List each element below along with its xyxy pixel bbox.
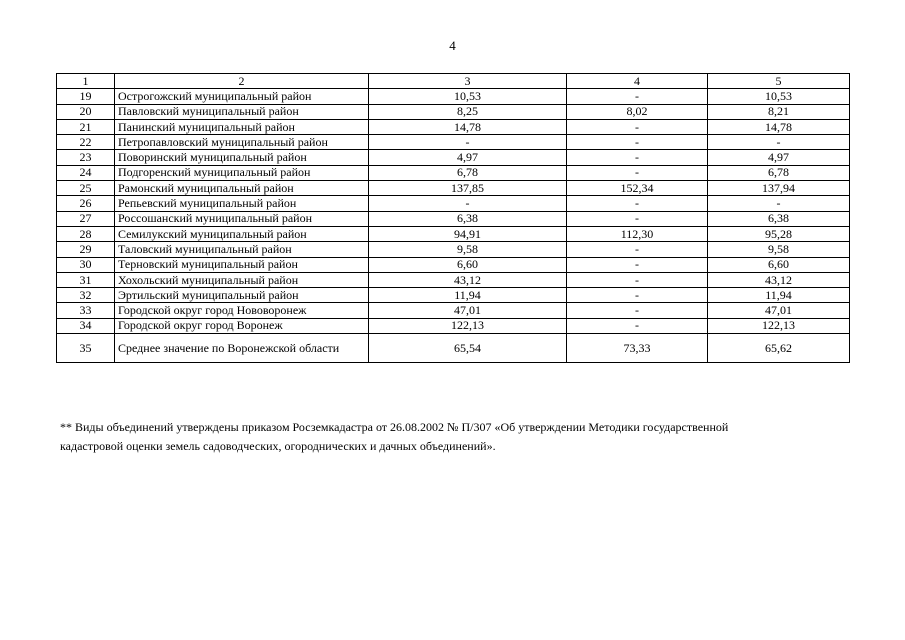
table-row xyxy=(57,242,850,257)
table-row xyxy=(57,303,850,318)
column-3-value-cell: 4,97 xyxy=(369,150,567,165)
row-number-cell: 24 xyxy=(57,165,115,180)
table-row xyxy=(57,181,850,196)
row-number-cell: 26 xyxy=(57,196,115,211)
column-3-value-cell: 10,53 xyxy=(369,89,567,104)
column-4-value-cell: 112,30 xyxy=(567,226,708,241)
column-3-value-cell: - xyxy=(369,135,567,150)
column-3-value-cell: 9,58 xyxy=(369,242,567,257)
row-number-cell: 19 xyxy=(57,89,115,104)
table-row xyxy=(57,257,850,272)
column-3-value-cell: 6,60 xyxy=(369,257,567,272)
column-header-5: 5 xyxy=(708,74,850,89)
column-4-value-cell: - xyxy=(567,318,708,333)
row-number-cell: 22 xyxy=(57,135,115,150)
column-4-value-cell: - xyxy=(567,135,708,150)
district-name-cell: Терновский муниципальный район xyxy=(115,257,369,272)
district-name-cell: Петропавловский муниципальный район xyxy=(115,135,369,150)
row-number-cell: 29 xyxy=(57,242,115,257)
column-4-value-cell: 152,34 xyxy=(567,181,708,196)
row-number-cell: 27 xyxy=(57,211,115,226)
column-5-value-cell: 6,60 xyxy=(708,257,850,272)
column-3-value-cell: 122,13 xyxy=(369,318,567,333)
column-4-value-cell: 8,02 xyxy=(567,104,708,119)
column-4-value-cell: - xyxy=(567,211,708,226)
row-number-cell: 35 xyxy=(57,334,115,363)
district-name-cell: Семилукский муниципальный район xyxy=(115,226,369,241)
column-5-value-cell: 9,58 xyxy=(708,242,850,257)
row-number-cell: 20 xyxy=(57,104,115,119)
column-4-value-cell: - xyxy=(567,272,708,287)
table-row xyxy=(57,135,850,150)
column-header-1: 1 xyxy=(57,74,115,89)
footnote-line-1: ** Виды объединений утверждены приказом Росземкадастра от 26.08.2002 № П/307 «Об утверждении Методики государственной xyxy=(60,420,729,434)
column-5-value-cell: 8,21 xyxy=(708,104,850,119)
column-4-value-cell: - xyxy=(567,119,708,134)
column-4-value-cell: - xyxy=(567,257,708,272)
column-header-4: 4 xyxy=(567,74,708,89)
district-name-cell: Россошанский муниципальный район xyxy=(115,211,369,226)
column-3-value-cell: 65,54 xyxy=(369,334,567,363)
district-name-cell: Поворинский муниципальный район xyxy=(115,150,369,165)
footnote-line-2: кадастровой оценки земель садоводческих, огороднических и дачных объединений». xyxy=(60,439,496,453)
district-name-cell: Эртильский муниципальный район xyxy=(115,288,369,303)
column-3-value-cell: 43,12 xyxy=(369,272,567,287)
row-number-cell: 33 xyxy=(57,303,115,318)
column-4-value-cell: - xyxy=(567,150,708,165)
district-name-cell: Репьевский муниципальный район xyxy=(115,196,369,211)
district-name-cell: Хохольский муниципальный район xyxy=(115,272,369,287)
row-number-cell: 34 xyxy=(57,318,115,333)
table-row xyxy=(57,272,850,287)
table-row xyxy=(57,318,850,333)
column-5-value-cell: 47,01 xyxy=(708,303,850,318)
column-4-value-cell: - xyxy=(567,89,708,104)
footnote xyxy=(60,418,820,456)
column-5-value-cell: 11,94 xyxy=(708,288,850,303)
table-row xyxy=(57,211,850,226)
column-5-value-cell: 95,28 xyxy=(708,226,850,241)
column-5-value-cell: 122,13 xyxy=(708,318,850,333)
table-row xyxy=(57,334,850,363)
column-5-value-cell: 6,78 xyxy=(708,165,850,180)
column-5-value-cell: 6,38 xyxy=(708,211,850,226)
column-header-3: 3 xyxy=(369,74,567,89)
data-table xyxy=(56,73,850,363)
table-row xyxy=(57,104,850,119)
row-number-cell: 30 xyxy=(57,257,115,272)
column-5-value-cell: 10,53 xyxy=(708,89,850,104)
table-row xyxy=(57,89,850,104)
district-name-cell: Павловский муниципальный район xyxy=(115,104,369,119)
column-4-value-cell: - xyxy=(567,303,708,318)
column-3-value-cell: - xyxy=(369,196,567,211)
column-5-value-cell: 137,94 xyxy=(708,181,850,196)
district-name-cell: Среднее значение по Воронежской области xyxy=(115,334,369,363)
column-3-value-cell: 14,78 xyxy=(369,119,567,134)
table-header-row xyxy=(57,74,850,89)
column-header-2: 2 xyxy=(115,74,369,89)
column-3-value-cell: 6,38 xyxy=(369,211,567,226)
column-5-value-cell: 43,12 xyxy=(708,272,850,287)
district-name-cell: Таловский муниципальный район xyxy=(115,242,369,257)
column-5-value-cell: - xyxy=(708,196,850,211)
district-name-cell: Рамонский муниципальный район xyxy=(115,181,369,196)
row-number-cell: 32 xyxy=(57,288,115,303)
table-row xyxy=(57,165,850,180)
row-number-cell: 25 xyxy=(57,181,115,196)
column-4-value-cell: - xyxy=(567,242,708,257)
table-row xyxy=(57,226,850,241)
row-number-cell: 21 xyxy=(57,119,115,134)
column-4-value-cell: 73,33 xyxy=(567,334,708,363)
district-name-cell: Городской округ город Нововоронеж xyxy=(115,303,369,318)
district-name-cell: Городской округ город Воронеж xyxy=(115,318,369,333)
row-number-cell: 23 xyxy=(57,150,115,165)
page-number: 4 xyxy=(449,38,456,53)
column-3-value-cell: 8,25 xyxy=(369,104,567,119)
column-3-value-cell: 94,91 xyxy=(369,226,567,241)
column-5-value-cell: - xyxy=(708,135,850,150)
column-4-value-cell: - xyxy=(567,288,708,303)
district-name-cell: Панинский муниципальный район xyxy=(115,119,369,134)
column-3-value-cell: 47,01 xyxy=(369,303,567,318)
district-name-cell: Подгоренский муниципальный район xyxy=(115,165,369,180)
column-5-value-cell: 14,78 xyxy=(708,119,850,134)
column-5-value-cell: 4,97 xyxy=(708,150,850,165)
column-4-value-cell: - xyxy=(567,196,708,211)
district-name-cell: Острогожский муниципальный район xyxy=(115,89,369,104)
table-row xyxy=(57,196,850,211)
row-number-cell: 28 xyxy=(57,226,115,241)
column-3-value-cell: 137,85 xyxy=(369,181,567,196)
column-3-value-cell: 11,94 xyxy=(369,288,567,303)
row-number-cell: 31 xyxy=(57,272,115,287)
column-4-value-cell: - xyxy=(567,165,708,180)
column-5-value-cell: 65,62 xyxy=(708,334,850,363)
table-row xyxy=(57,150,850,165)
table-row xyxy=(57,119,850,134)
table-row xyxy=(57,288,850,303)
column-3-value-cell: 6,78 xyxy=(369,165,567,180)
table-body xyxy=(57,89,850,363)
